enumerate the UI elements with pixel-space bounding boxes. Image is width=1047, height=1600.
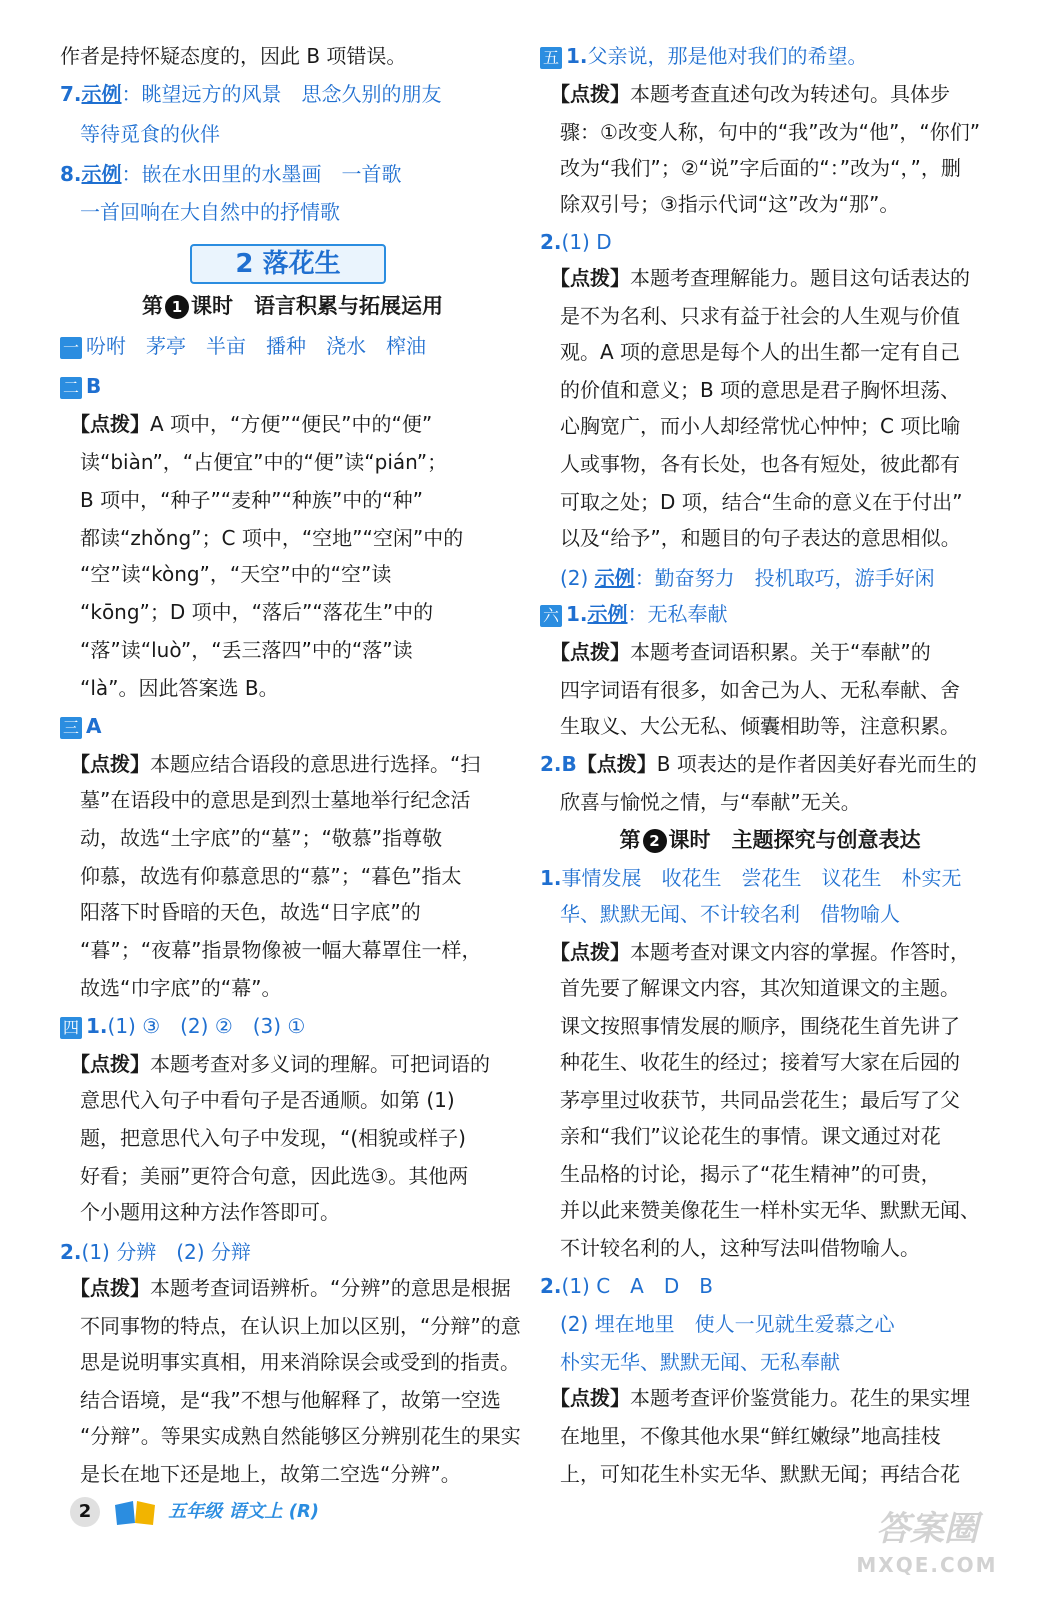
text-segment: “kōng”；D 项中，“落后”“落花生”中的 (60, 600, 434, 624)
text-segment: 课时 语言积累与拓展运用 (191, 294, 443, 318)
text-segment: B 项表达的是作者因美好春光而生的 (656, 752, 977, 776)
text-segment: A 项中，“方便”“便民”中的“便” (150, 412, 433, 436)
section-badge: 三 (60, 717, 82, 739)
text-line (540, 372, 1000, 408)
text-segment: 生品格的讨论，揭示了“花生精神”的可贵， (540, 1162, 941, 1186)
text-line (540, 1456, 1000, 1492)
text-segment: ：嵌在水田里的水墨画 一首歌 (121, 162, 402, 186)
text-line (60, 328, 525, 364)
text-segment: 【点拨】 (576, 752, 657, 776)
text-line (60, 782, 525, 818)
text-segment: 本题考查评价鉴赏能力。花生的果实埋 (630, 1386, 970, 1410)
text-segment: 【点拨】 (60, 1276, 150, 1300)
text-segment: 不同事物的特点，在认识上加以区别，“分辩”的意 (60, 1314, 521, 1338)
text-line (60, 288, 525, 324)
section-badge: 二 (60, 377, 82, 399)
text-segment: 2. (540, 1274, 562, 1298)
text-segment: 2. (540, 752, 562, 776)
text-line (540, 1306, 1000, 1342)
text-line (540, 1008, 1000, 1044)
text-line (60, 1082, 525, 1118)
text-segment: (2) (540, 566, 595, 590)
text-line (60, 820, 525, 856)
text-segment: 的价值和意义；B 项的意思是君子胸怀坦荡、 (540, 378, 961, 402)
text-line (60, 746, 525, 782)
text-line (60, 1456, 525, 1492)
text-segment: “空”读“kòng”，“天空”中的“空”读 (60, 562, 392, 586)
text-segment: 本题考查对多义词的理解。可把词语的 (150, 1052, 490, 1076)
text-segment: 8. (60, 162, 82, 186)
page-footer (70, 1496, 319, 1528)
text-segment: 示例 (81, 162, 122, 186)
text-line (60, 556, 525, 592)
text-line (540, 822, 1000, 858)
text-segment: 【点拨】 (540, 1386, 630, 1410)
text-line (60, 1194, 525, 1230)
text-segment: 本题应结合语段的意思进行选择。“扫 (150, 752, 481, 776)
section-badge: 四 (60, 1017, 82, 1039)
text-segment: 在地里，不像其他水果“鲜红嫩绿”地高挂枝 (540, 1424, 941, 1448)
text-segment: “là”。因此答案选 B。 (60, 676, 279, 700)
text-segment: 除双引号；③指示代词“这”改为“那”。 (540, 192, 900, 216)
text-line (60, 858, 525, 894)
text-segment: A (86, 714, 102, 738)
book-logo-icon (113, 1499, 157, 1527)
text-line (540, 114, 1000, 150)
text-segment: 茅亭里过收获节，共同品尝花生；最后写了父 (540, 1088, 960, 1112)
text-segment: 是不为名利、只求有益于社会的人生观与价值 (540, 304, 960, 328)
text-line (60, 194, 525, 230)
text-segment: 改为“我们”；②“说”字后面的“：”改为“，”，删 (540, 156, 961, 180)
text-line (540, 708, 1000, 744)
text-line (540, 934, 1000, 970)
text-segment: 示例 (587, 602, 628, 626)
text-line (60, 1270, 525, 1306)
text-line (540, 186, 1000, 222)
text-segment: 亲和“我们”议论花生的事情。课文通过对花 (540, 1124, 941, 1148)
text-line (540, 76, 1000, 112)
text-segment: 一首回响在大自然中的抒情歌 (60, 200, 340, 224)
text-line (540, 1044, 1000, 1080)
text-line (60, 1158, 525, 1194)
text-segment: 【点拨】 (60, 1052, 150, 1076)
text-segment: B 项中，“种子”“麦种”“种族”中的“种” (60, 488, 423, 512)
text-line (540, 446, 1000, 482)
text-segment: 心胸宽广，而小人却经常忧心忡忡；C 项比喻 (540, 414, 961, 438)
text-segment: 并以此来赞美像花生一样朴实无华、默默无闻、 (540, 1198, 980, 1222)
text-line (540, 334, 1000, 370)
text-line (60, 444, 525, 480)
text-segment: (1) 分辨 (2) 分辩 (81, 1240, 251, 1264)
text-segment: 课文按照事情发展的顺序，围绕花生首先讲了 (540, 1014, 960, 1038)
text-segment: 【点拨】 (60, 752, 150, 776)
text-line (540, 1156, 1000, 1192)
text-segment: 1. (540, 866, 562, 890)
text-segment: 阳落下时昏暗的天色，故选“日字底”的 (60, 900, 421, 924)
text-segment: 种花生、收花生的经过；接着写大家在后园的 (540, 1050, 960, 1074)
text-segment: 【点拨】 (540, 640, 630, 664)
text-line (540, 1380, 1000, 1416)
text-segment: 不计较名利的人，这种写法叫借物喻人。 (540, 1236, 920, 1260)
text-segment: 都读“zhǒng”；C 项中，“空地”“空闲”中的 (60, 526, 464, 550)
text-line (60, 482, 525, 518)
text-line (60, 1046, 525, 1082)
text-line (60, 1382, 525, 1418)
text-line (540, 746, 1000, 782)
text-segment: 欣喜与愉悦之情，与“奉献”无关。 (540, 790, 861, 814)
text-segment: 本题考查对课文内容的掌握。作答时， (630, 940, 970, 964)
text-segment: 可取之处；D 项，结合“生命的意义在于付出” (540, 490, 963, 514)
text-segment: “分辩”。等果实成熟自然能够区分辨别花生的果实 (60, 1424, 521, 1448)
text-segment: 【点拨】 (60, 412, 150, 436)
text-segment: 题，把意思代入句子中发现，“(相貌或样子) (60, 1126, 466, 1150)
text-line (540, 1082, 1000, 1118)
text-segment: B (561, 752, 577, 776)
text-segment: ：无私奉献 (627, 602, 728, 626)
lesson-title: 2 落花生 (190, 244, 386, 284)
text-segment: 父亲说，那是他对我们的希望。 (587, 44, 868, 68)
text-segment: 华、默默无闻、不计较名利 借物喻人 (540, 902, 900, 926)
text-segment: 1. (566, 602, 588, 626)
text-line (60, 1418, 525, 1454)
text-segment: 1. (86, 1014, 108, 1038)
text-line (540, 224, 1000, 260)
text-segment: (2) 埋在地里 使人一见就生爱慕之心 (540, 1312, 895, 1336)
text-line (540, 1268, 1000, 1304)
text-line (540, 150, 1000, 186)
watermark (827, 1508, 1027, 1588)
text-line (60, 76, 525, 112)
text-segment: 首先要了解课文内容，其次知道课文的主题。 (540, 976, 960, 1000)
text-segment: 个小题用这种方法作答即可。 (60, 1200, 340, 1224)
text-segment: B (86, 374, 102, 398)
text-segment: 墓”在语段中的意思是到烈士墓地举行纪念活 (60, 788, 471, 812)
text-line (540, 38, 1000, 74)
grade-subject: 五年级 语文上 (R) (168, 1501, 320, 1522)
text-segment: “落”读“luò”，“丢三落四”中的“落”读 (60, 638, 413, 662)
text-line (540, 784, 1000, 820)
text-segment: (1) ③ (2) ② (3) ① (107, 1014, 306, 1038)
text-line (60, 932, 525, 968)
text-segment: 本题考查理解能力。题目这句话表达的 (630, 266, 970, 290)
page-number: 2 (70, 1497, 100, 1527)
text-segment: 本题考查直述句改为转述句。具体步 (630, 82, 950, 106)
text-segment: 思是说明事实真相，用来消除误会或受到的指责。 (60, 1350, 520, 1374)
text-line (540, 484, 1000, 520)
text-segment: 动，故选“土字底”的“墓”；“敬慕”指尊敬 (60, 826, 443, 850)
text-segment: 好看；美丽”更符合句意，因此选③。其他两 (60, 1164, 469, 1188)
text-line (540, 1418, 1000, 1454)
text-line (60, 156, 525, 192)
section-badge: 一 (60, 337, 82, 359)
text-segment: 是长在地下还是地上，故第二空选“分辨”。 (60, 1462, 461, 1486)
text-line (540, 634, 1000, 670)
text-segment: 结合语境，是“我”不想与他解释了，故第一空选 (60, 1388, 501, 1412)
text-line (60, 670, 525, 706)
section-badge: 六 (540, 605, 562, 627)
text-line (540, 860, 1000, 896)
text-segment: 第 (142, 294, 163, 318)
text-segment: 【点拨】 (540, 266, 630, 290)
text-segment: 2. (60, 1240, 82, 1264)
text-line (540, 520, 1000, 556)
text-line (60, 708, 525, 744)
text-segment: 等待觅食的伙伴 (60, 122, 220, 146)
text-segment: 生取义、大公无私、倾囊相助等，注意积累。 (540, 714, 960, 738)
text-line (60, 1308, 525, 1344)
text-line (540, 672, 1000, 708)
text-segment: (1) C A D B (561, 1274, 713, 1298)
text-segment: 上，可知花生朴实无华、默默无闻；再结合花 (540, 1462, 960, 1486)
text-line (60, 1008, 525, 1044)
text-segment: ：勤奋努力 投机取巧，游手好闲 (634, 566, 935, 590)
text-line (540, 1118, 1000, 1154)
text-segment: 人或事物，各有长处，也各有短处，彼此都有 (540, 452, 960, 476)
text-line (540, 560, 1000, 596)
text-line (540, 1192, 1000, 1228)
text-segment: 1. (566, 44, 588, 68)
text-segment: 本题考查词语辨析。“分辨”的意思是根据 (150, 1276, 511, 1300)
text-segment: 事情发展 收花生 尝花生 议花生 朴实无 (561, 866, 962, 890)
text-line (540, 1344, 1000, 1380)
text-segment: ：眺望远方的风景 思念久别的朋友 (121, 82, 442, 106)
text-line (60, 368, 525, 404)
text-line (60, 632, 525, 668)
text-segment: 课时 主题探究与创意表达 (668, 828, 921, 852)
text-segment: 2. (540, 230, 562, 254)
text-line (60, 38, 525, 74)
text-line (540, 298, 1000, 334)
text-segment: 以及“给予”，和题目的句子表达的意思相似。 (540, 526, 961, 550)
text-line (60, 1120, 525, 1156)
lesson-number: 2 (643, 829, 667, 853)
text-segment: 示例 (594, 566, 635, 590)
text-line (60, 1234, 525, 1270)
lesson-number: 1 (165, 295, 189, 319)
text-line (540, 596, 1000, 632)
text-line (60, 1344, 525, 1380)
text-line (60, 406, 525, 442)
section-badge: 五 (540, 47, 562, 69)
text-segment: “暮”；“夜幕”指景物像被一幅大幕罩住一样， (60, 938, 482, 962)
text-segment: 观。A 项的意思是每个人的出生都一定有自己 (540, 340, 961, 364)
text-segment: 【点拨】 (540, 82, 630, 106)
text-line (60, 894, 525, 930)
text-segment: 朴实无华、默默无闻、无私奉献 (540, 1350, 840, 1374)
text-segment: 第 (619, 828, 641, 852)
text-line (540, 896, 1000, 932)
text-line (60, 970, 525, 1006)
watermark-line2: MXQE.COM (856, 1553, 998, 1577)
text-segment: 意思代入句子中看句子是否通顺。如第 (1) (60, 1088, 455, 1112)
text-segment: 7. (60, 82, 82, 106)
watermark-line1: 答案圈 (876, 1509, 978, 1549)
text-segment: 四字词语有很多，如舍己为人、无私奉献、舍 (540, 678, 960, 702)
text-line (540, 260, 1000, 296)
text-line (540, 970, 1000, 1006)
text-line (60, 116, 525, 152)
text-line (60, 594, 525, 630)
text-segment: 仰慕，故选有仰慕意思的“慕”；“暮色”指太 (60, 864, 462, 888)
text-line (540, 408, 1000, 444)
text-line (60, 520, 525, 556)
text-segment: 读“biàn”，“占便宜”中的“便”读“pián”； (60, 450, 448, 474)
text-segment: 示例 (81, 82, 122, 106)
text-segment: (1) D (561, 230, 612, 254)
text-segment: 吩咐 茅亭 半亩 播种 浇水 榨油 (86, 334, 426, 358)
text-segment: 骤：①改变人称，句中的“我”改为“他”，“你们” (540, 120, 981, 144)
text-segment: 【点拨】 (540, 940, 630, 964)
text-segment: 作者是持怀疑态度的，因此 B 项错误。 (60, 44, 407, 68)
text-segment: 故选“巾字底”的“幕”。 (60, 976, 282, 1000)
text-segment: 本题考查词语积累。关于“奉献”的 (630, 640, 931, 664)
text-line (540, 1230, 1000, 1266)
